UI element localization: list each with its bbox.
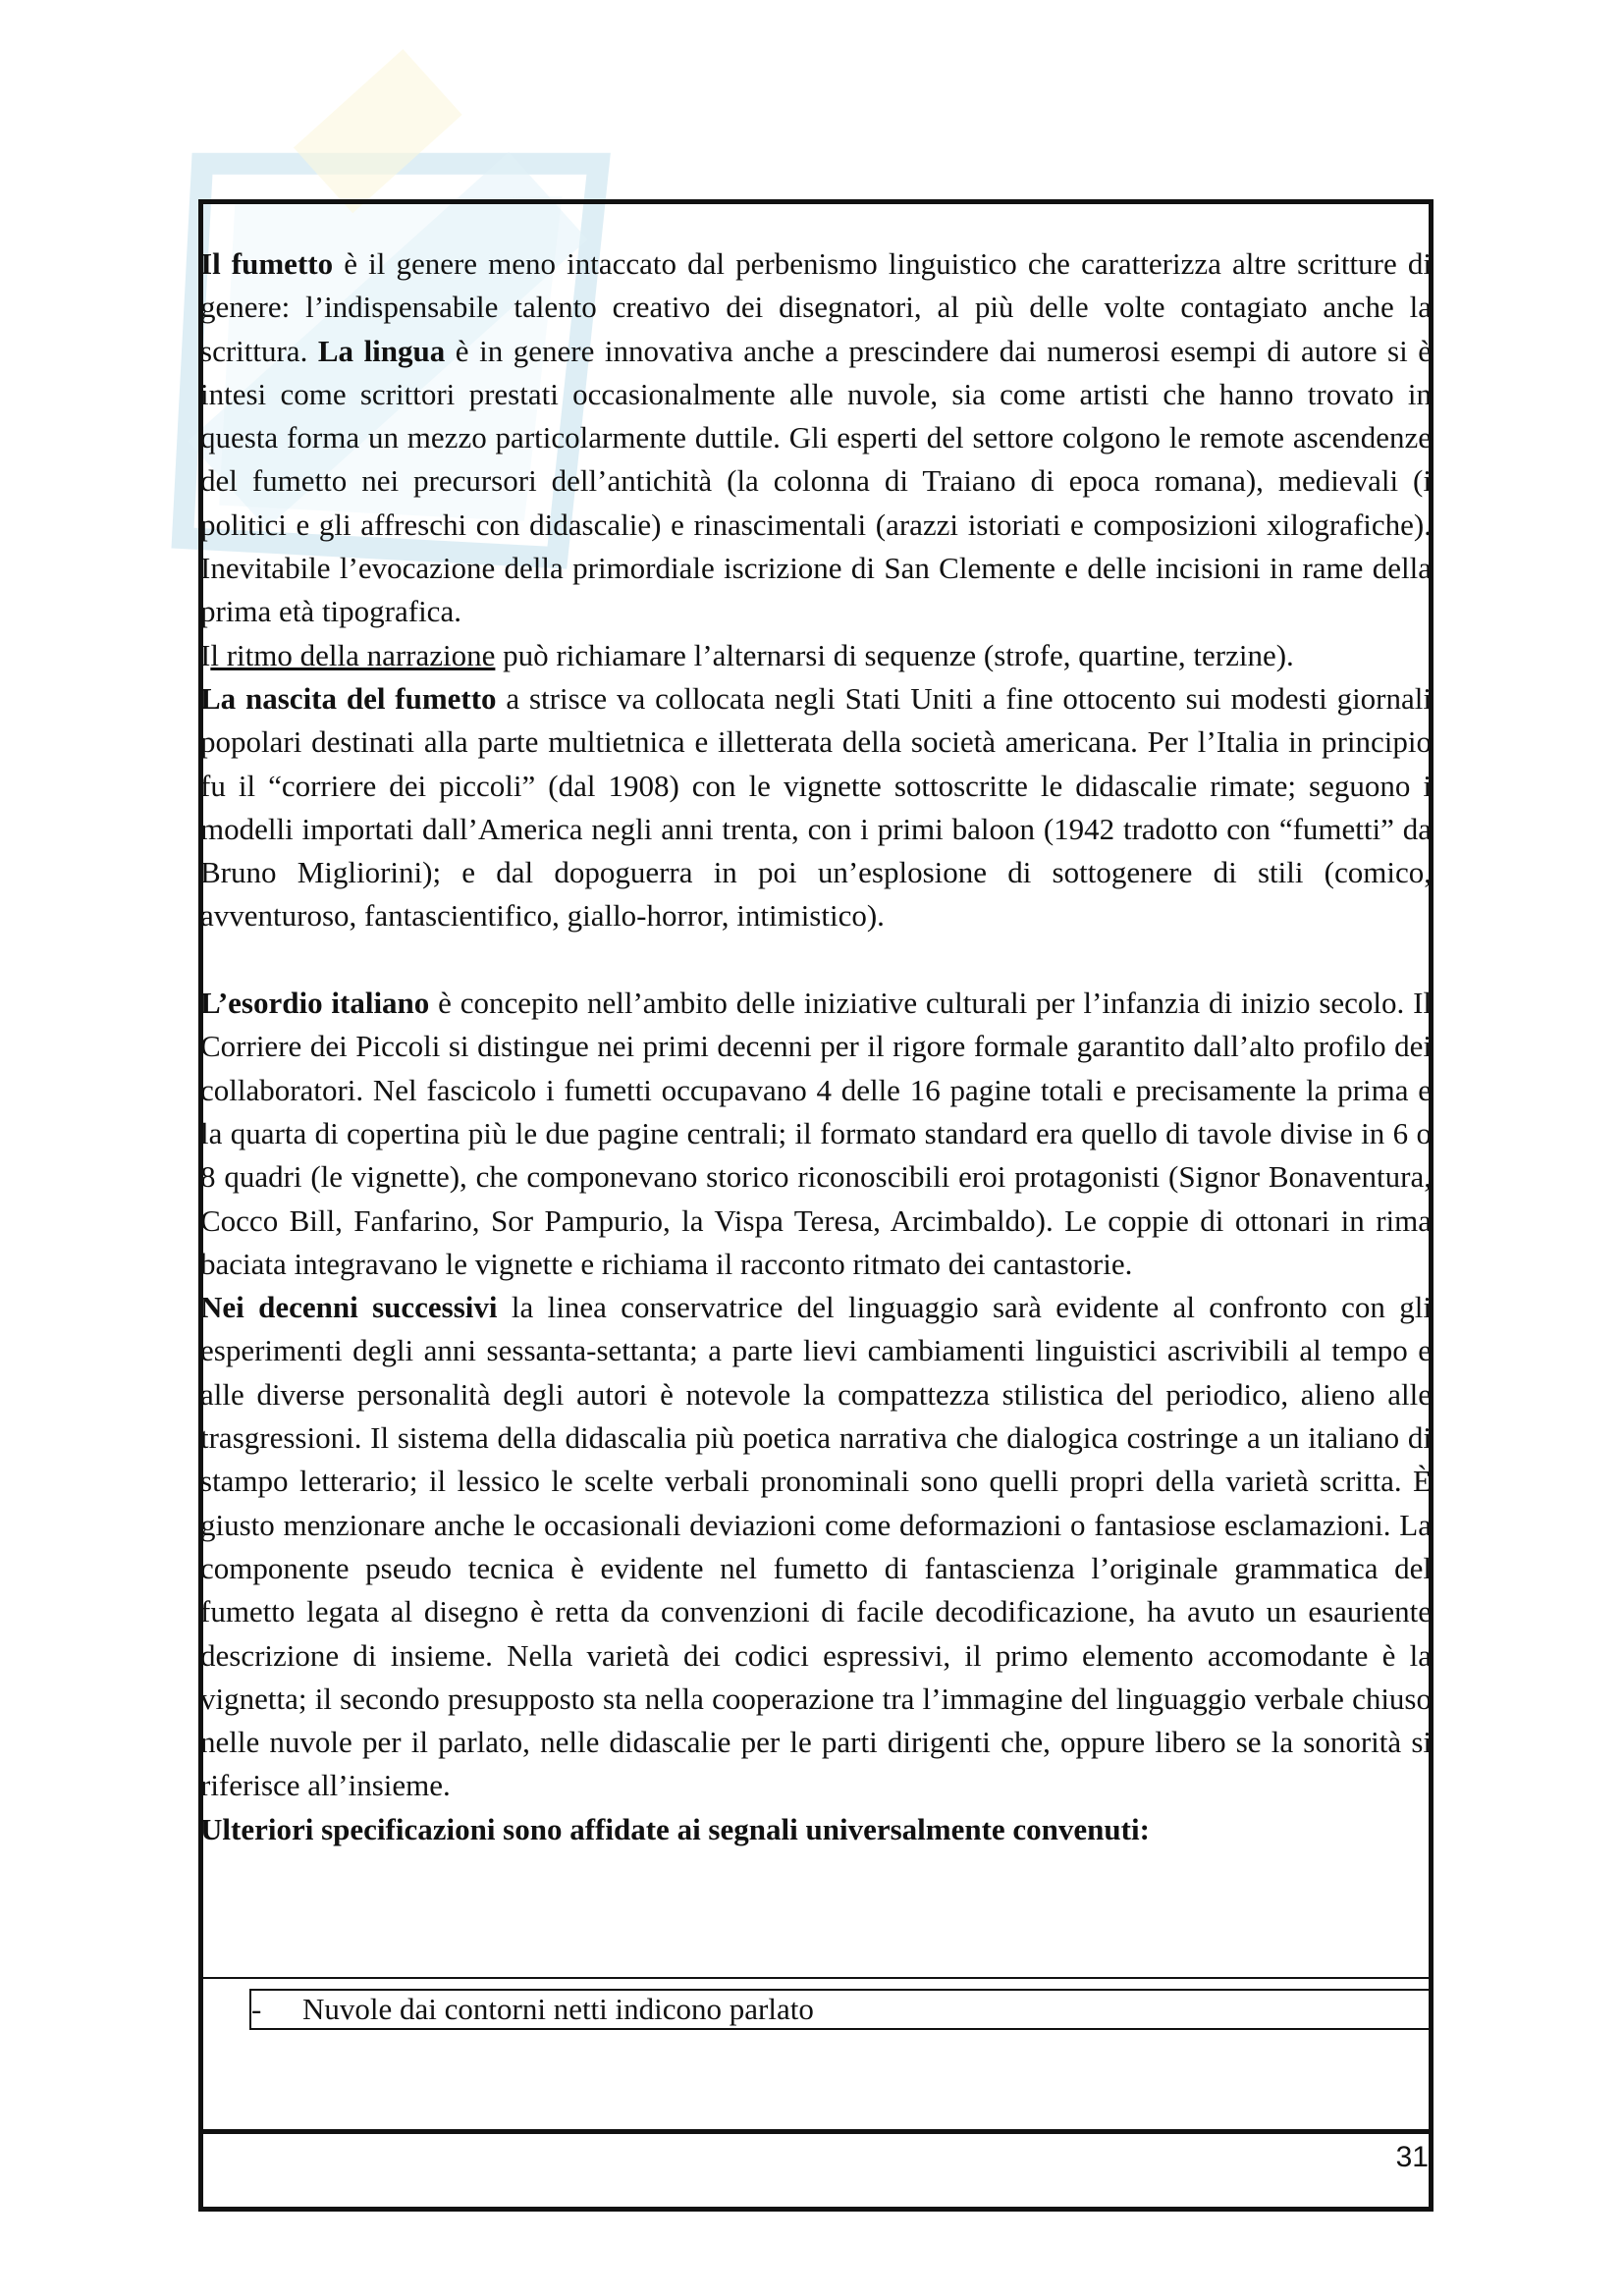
section-heading (200, 1808, 1432, 1851)
page-number: 31 (1395, 2141, 1429, 2173)
paragraph-fumetto (200, 242, 1432, 634)
paragraph-prefix: I (200, 637, 211, 672)
document-body (200, 242, 1432, 1851)
paragraph-bold-lead: Il fumetto (200, 246, 334, 281)
paragraph-bold-lead: La nascita del fumetto (200, 680, 497, 716)
paragraph-text: è concepito nell’ambito delle iniziative culturali per l’infanzia di inizio secolo. Il Corriere dei Piccoli si distingue nei primi decenni per il rigore formale garantito dall’alto profilo dei collaboratori. Nel fascicolo i fumetti occupavano 4 delle 16 pagine totali e precisamente la prima e la quarta di copertina più le due pagine centrali; il formato standard era quello di tavole divise in 6 o 8 quadri (le vignette), che componevano storico riconoscibili eroi protagonisti (Signor Bonaventura, Cocco Bill, Fanfarino, Sor Pampurio, la Vispa Teresa, Arcimbaldo). Le coppie di ottonari in rima baciata integravano le vignette e richiama il racconto ritmato dei cantastorie. (200, 986, 1433, 1281)
paragraph-text: la linea conservatrice del linguaggio sarà evidente al confronto con gli esperimenti degli anni sessanta-settanta; a parte lievi cambiamenti linguistici ascrivibili al tempo e alle diverse personalità degli autori è notevole la compattezza stilistica del periodico, alieno alle trasgressioni. Il sistema della didascalia più poetica narrativa che dialogica costringe a un italiano di stampo letterario; il lessico le scelte verbali pronominali sono quelli propri della varietà scritta. È giusto menzionare anche le occasionali deviazioni come deformazioni o fantasiose esclamazioni. La componente pseudo tecnica è evidente nel fumetto di fantascienza l’originale grammatica del fumetto legata al disegno è retta da convenzioni di facile decodificazione, ha avuto un esauriente descrizione di insieme. Nella varietà dei codici espressivi, il primo elemento accomodante è la vignetta; il secondo presupposto sta nella cooperazione tra l’immagine del linguaggio verbale chiuso nelle nuvole per il parlato, nelle didascalie per le parti dirigenti che, oppure libero se la sonorità si riferisce all’insieme. (200, 1290, 1432, 1803)
paragraph-text: a strisce va collocata negli Stati Uniti a fine ottocento sui modesti giornali popolari destinati alla parte multietnica e illetterata della società americana. Per l’Italia in principio fu il “corriere dei piccoli” (dal 1908) con le vignette sottoscritte le didascalie rimate; seguono i modelli importati dall’America negli anni trenta, con i primi baloon (1942 tradotto con “fumetti” da Bruno Migliorini); e dal dopoguerra in poi un’esplosione di sottogenere di stili (comico, avventuroso, fantascientifico, giallo-horror, intimistico). (200, 680, 1432, 934)
paragraph-bold-lead: L’esordio italiano (200, 986, 430, 1021)
paragraph-bold-lead: La lingua (317, 333, 446, 368)
list-item (249, 1989, 1434, 2030)
paragraph-spacer (200, 938, 1432, 982)
paragraph-nascita (200, 677, 1432, 938)
table-rule (198, 1977, 1434, 1979)
paragraph-esordio (200, 982, 1432, 1286)
list-item-text: Nuvole dai contorni netti indicono parlato (302, 1992, 814, 2026)
paragraph-text: può richiamare l’alternarsi di sequenze (strofe, quartine, terzine). (495, 637, 1294, 672)
list-marker: - (251, 1992, 262, 2026)
paragraph-text: è in genere innovativa anche a prescindere dai numerosi esempi di autore si è intesi come scrittori prestati occasionalmente alle nuvole, sia come artisti che hanno trovato in questa forma un mezzo particolarmente duttile. Gli esperti del settore colgono le remote ascendenze del fumetto nei precursori dell’antichità (la colonna di Traiano di epoca romana), medievali (i politici e gli affreschi con didascalie) e rinascimentali (arazzi istoriati e composizioni xilografiche). Inevitabile l’evocazione della primordiale iscrizione di San Clemente e delle incisioni in rame della prima età tipografica. (200, 333, 1432, 629)
paragraph-ritmo (200, 634, 1432, 677)
paragraph-underlined: l ritmo della narrazione (210, 637, 496, 672)
paragraph-bold-lead: Nei decenni successivi (200, 1290, 498, 1325)
footer-rule (198, 2129, 1434, 2134)
section-heading-text: Ulteriori specificazioni sono affidate ai segnali universalmente convenuti: (200, 1811, 1150, 1846)
paragraph-text: è il genere meno intaccato dal perbenismo linguistico che caratterizza altre scritture di genere: l’indispensabile talento creativo dei disegnatori, al più delle volte contagiato anche la scrittura. (200, 246, 1432, 368)
paragraph-decenni (200, 1286, 1432, 1808)
